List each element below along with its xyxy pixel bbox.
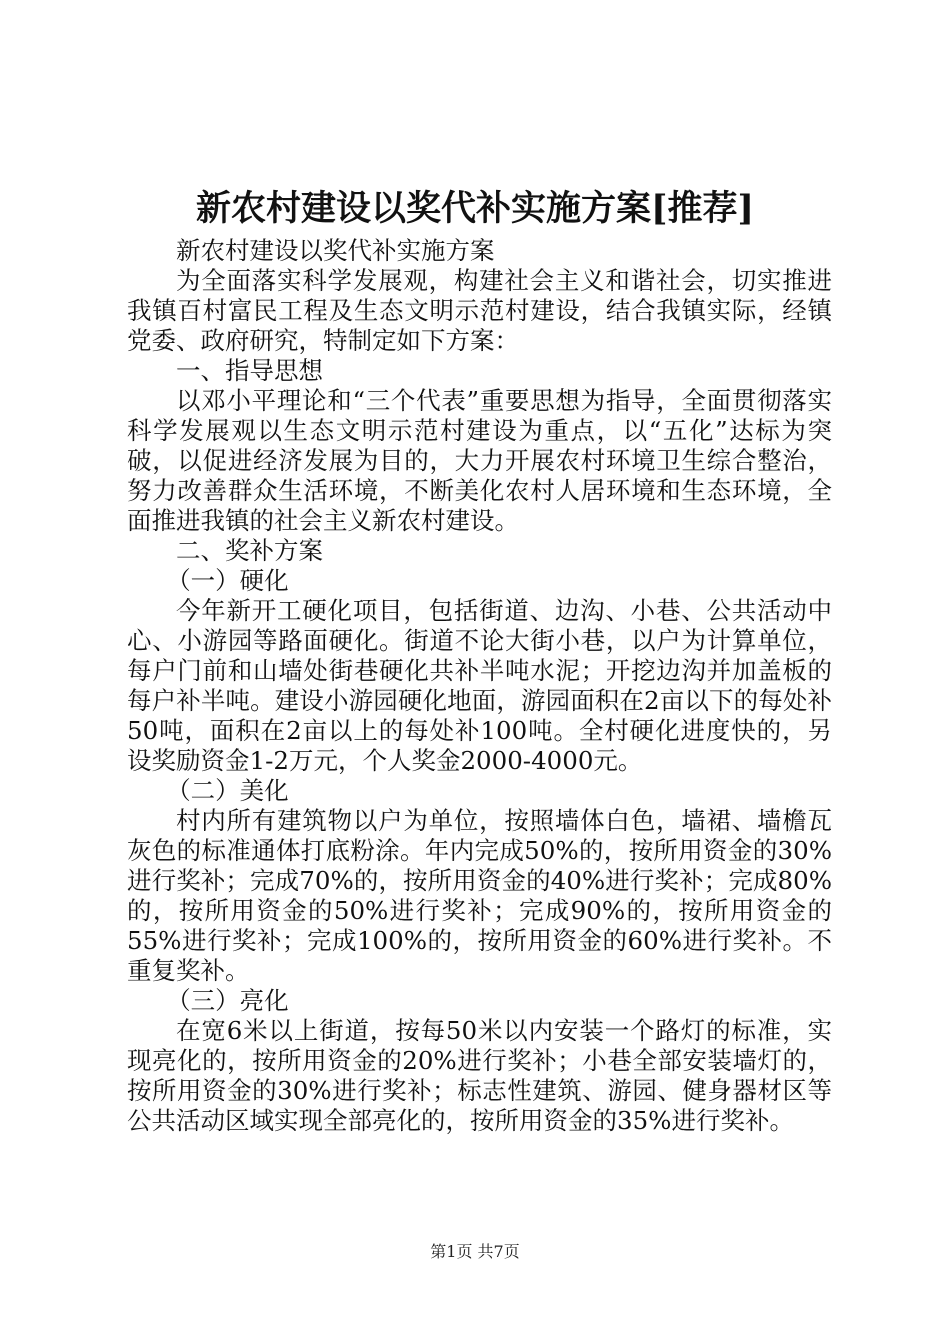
subsection-heading-beautify: （二）美化 <box>166 776 289 805</box>
paragraph-heading: 新农村建设以奖代补实施方案 <box>176 236 495 265</box>
section-heading-2: 二、奖补方案 <box>176 536 323 565</box>
paragraph-guiding-thought: 以邓小平理论和“三个代表”重要思想为指导，全面贯彻落实科学发展观以生态文明示范村建设为重点，以“五化”达标为突破，以促进经济发展为目的，大力开展农村环境卫生综合整治，努力改善群众生活环境，不断美化农村人居环境和生态环境，全面推进我镇的社会主义新农村建设。 <box>127 386 832 535</box>
section-heading-1: 一、指导思想 <box>176 356 323 385</box>
document-body <box>127 236 832 1136</box>
paragraph-hardening: 今年新开工硬化项目，包括街道、边沟、小巷、公共活动中心、小游园等路面硬化。街道不论大街小巷，以户为计算单位，每户门前和山墙处街巷硬化共补半吨水泥；开挖边沟并加盖板的每户补半吨。建设小游园硬化地面，游园面积在2亩以下的每处补50吨，面积在2亩以上的每处补100吨。全村硬化进度快的，另设奖励资金1-2万元，个人奖金2000-4000元。 <box>127 596 832 775</box>
paragraph-intro: 为全面落实科学发展观，构建社会主义和谐社会，切实推进我镇百村富民工程及生态文明示范村建设，结合我镇实际，经镇党委、政府研究，特制定如下方案： <box>127 266 832 355</box>
subsection-heading-lighting: （三）亮化 <box>166 986 289 1015</box>
page-number: 第1页 共7页 <box>430 1242 520 1261</box>
document-title: 新农村建设以奖代补实施方案[推荐] <box>195 188 755 229</box>
paragraph-beautify: 村内所有建筑物以户为单位，按照墙体白色，墙裙、墙檐瓦灰色的标准通体打底粉涂。年内完成50%的，按所用资金的30%进行奖补；完成70%的，按所用资金的40%进行奖补；完成80%的，按所用资金的50%进行奖补；完成90%的，按所用资金的55%进行奖补；完成100%的，按所用资金的60%进行奖补。不重复奖补。 <box>127 806 832 985</box>
paragraph-lighting: 在宽6米以上街道，按每50米以内安装一个路灯的标准，实现亮化的，按所用资金的20%进行奖补；小巷全部安装墙灯的，按所用资金的30%进行奖补；标志性建筑、游园、健身器材区等公共活动区域实现全部亮化的，按所用资金的35%进行奖补。 <box>127 1016 832 1135</box>
subsection-heading-hardening: （一）硬化 <box>166 566 289 595</box>
